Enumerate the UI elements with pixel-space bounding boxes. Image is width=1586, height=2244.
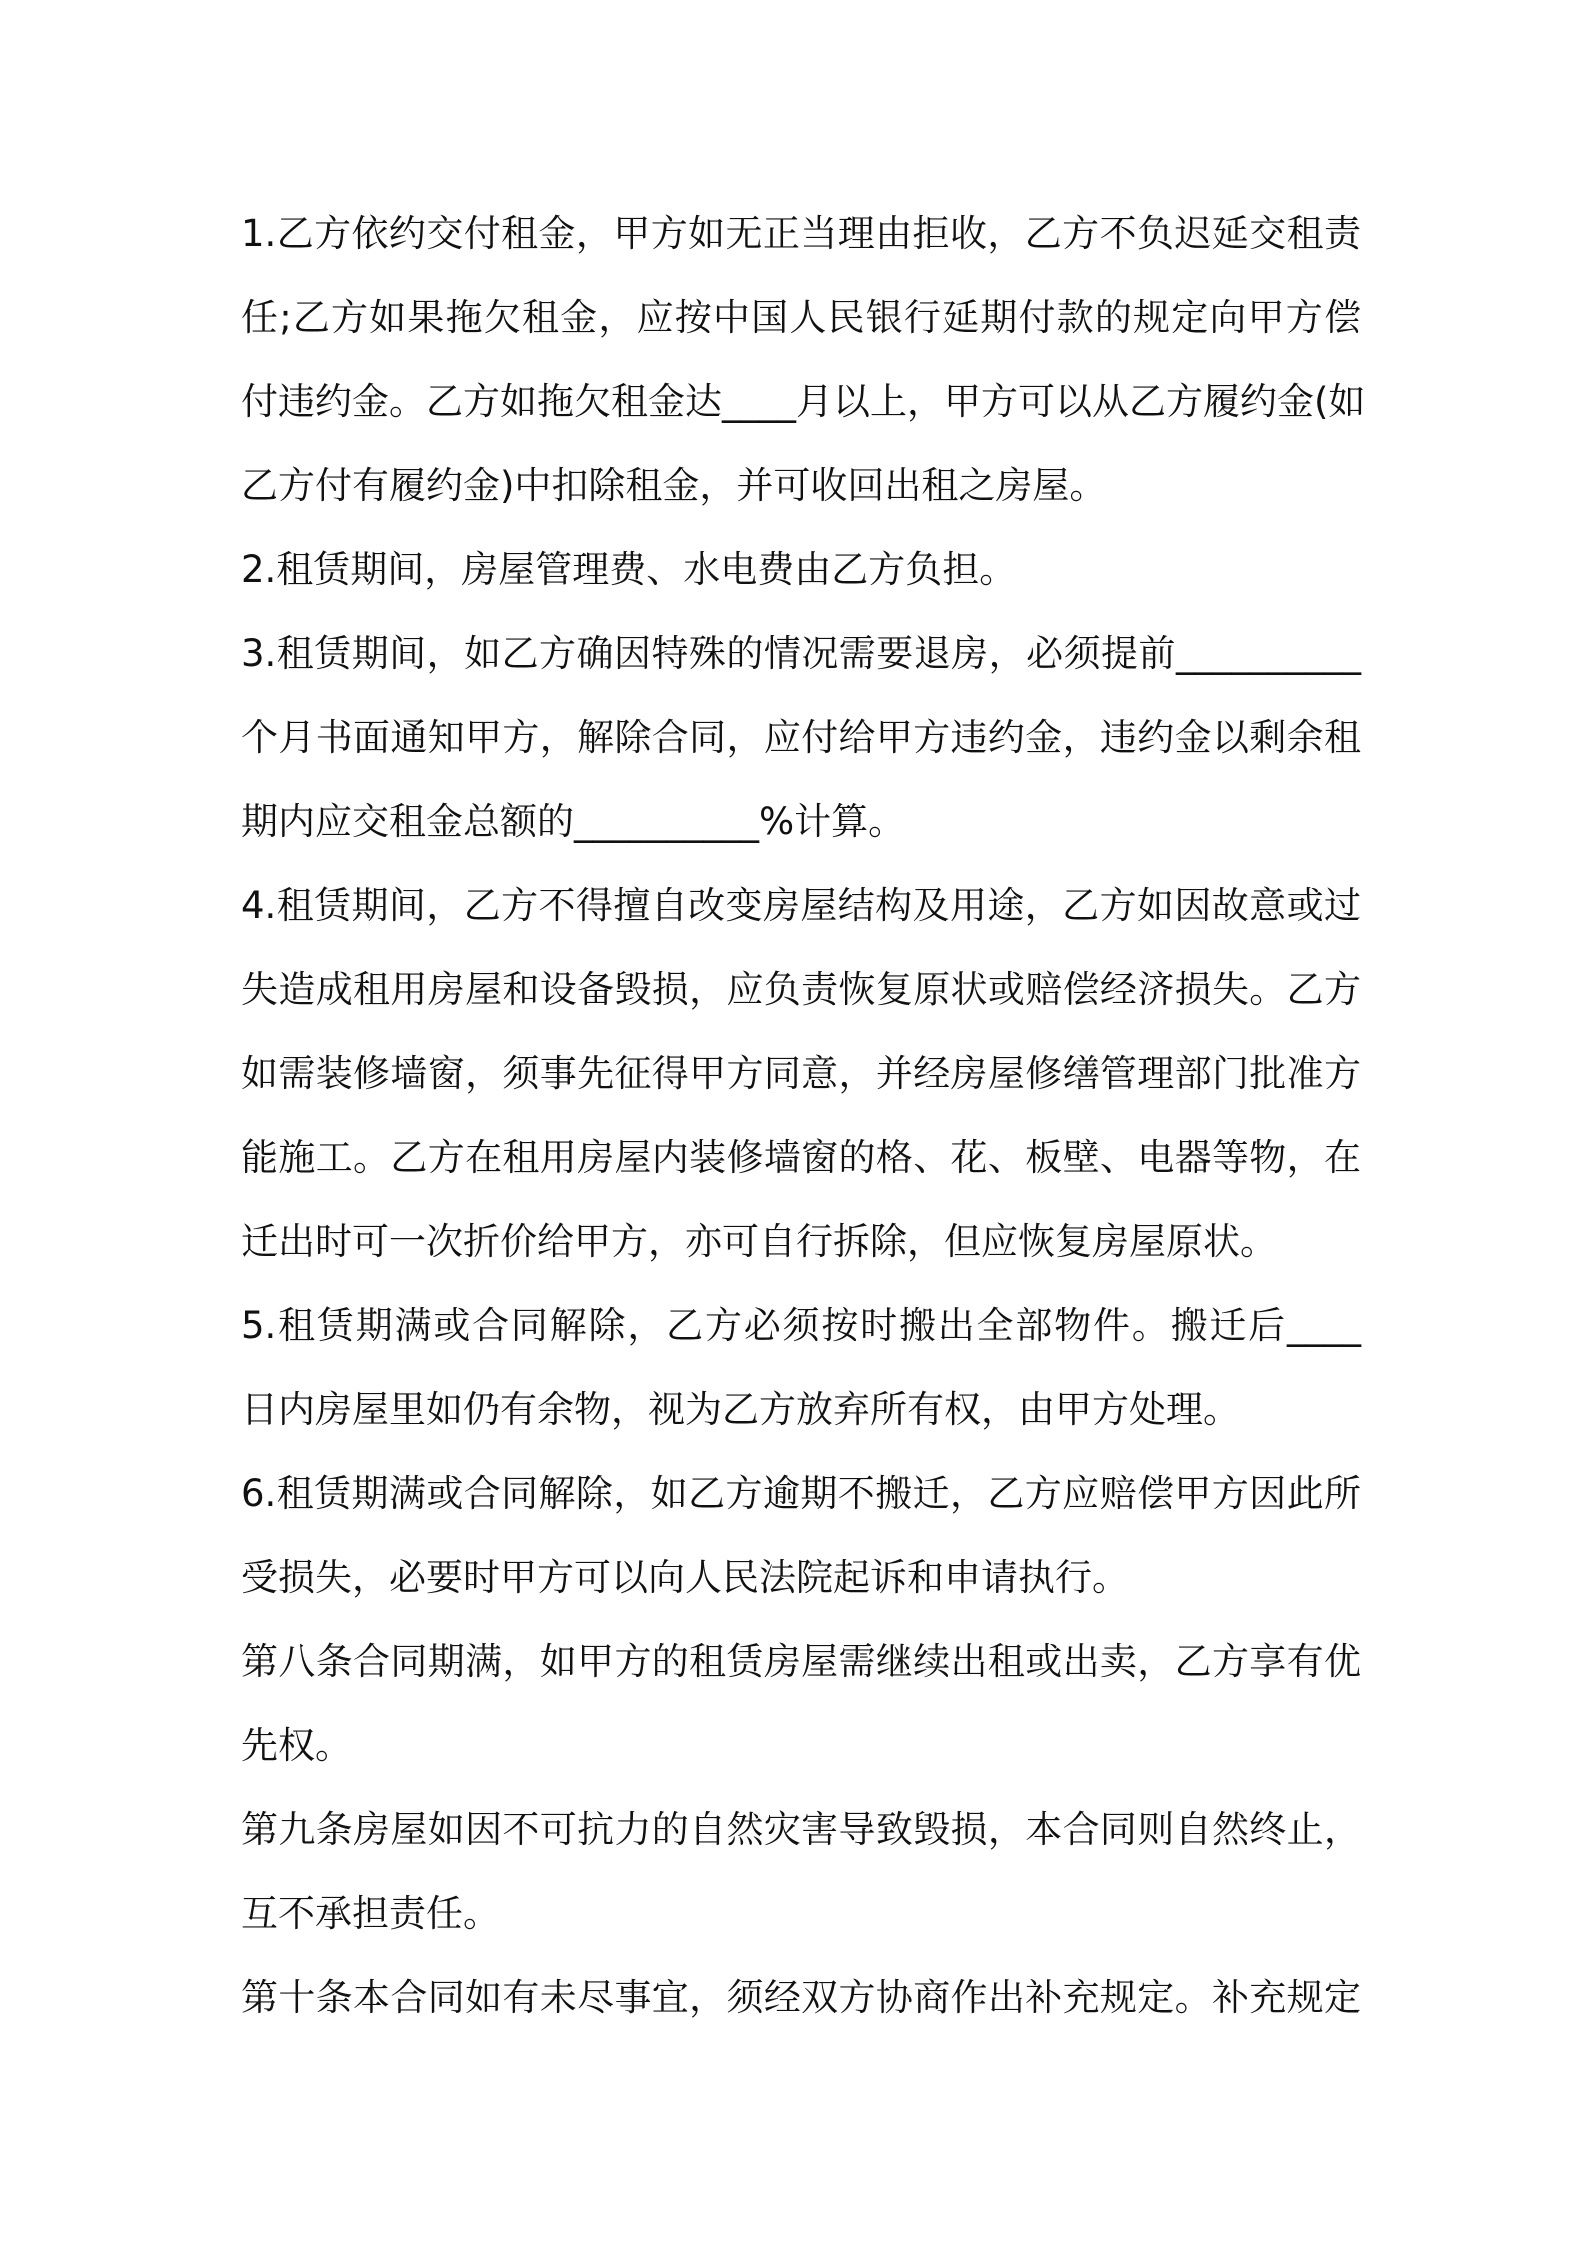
- paragraph-article-9: [241, 1788, 1361, 1956]
- text-line: 第八条合同期满，如甲方的租赁房屋需继续出租或出卖，乙方享有优: [241, 1640, 1361, 1683]
- paragraph-move-out: [241, 1284, 1361, 1452]
- text-line: 4.租赁期间，乙方不得擅自改变房屋结构及用途，乙方如因故意或过: [241, 884, 1361, 927]
- text-line: 先权。: [241, 1724, 352, 1767]
- paragraph-alterations: [241, 864, 1361, 1284]
- text-line: 互不承担责任。: [241, 1892, 500, 1935]
- text-line: 3.租赁期间，如乙方确因特殊的情况需要退房，必须提前__________: [241, 632, 1361, 675]
- text-line: 受损失，必要时甲方可以向人民法院起诉和申请执行。: [241, 1556, 1129, 1599]
- paragraph-fees: [241, 528, 1361, 612]
- paragraph-rent-payment: [241, 192, 1366, 528]
- text-line: 个月书面通知甲方，解除合同，应付给甲方违约金，违约金以剩余租: [241, 716, 1361, 759]
- text-line: 如需装修墙窗，须事先征得甲方同意，并经房屋修缮管理部门批准方: [241, 1052, 1361, 1095]
- paragraph-article-8: [241, 1620, 1361, 1788]
- text-line: 1.乙方依约交付租金，甲方如无正当理由拒收，乙方不负迟延交租责: [241, 212, 1361, 255]
- text-line: 期内应交租金总额的__________%计算。: [241, 800, 906, 843]
- text-line: 5.租赁期满或合同解除，乙方必须按时搬出全部物件。搬迁后____: [241, 1304, 1361, 1347]
- text-line: 日内房屋里如仍有余物，视为乙方放弃所有权，由甲方处理。: [241, 1388, 1240, 1431]
- text-line: 第十条本合同如有未尽事宜，须经双方协商作出补充规定。补充规定: [241, 1976, 1361, 2019]
- text-line: 任;乙方如果拖欠租金，应按中国人民银行延期付款的规定向甲方偿: [241, 296, 1361, 339]
- paragraph-article-10: [241, 1956, 1361, 2040]
- text-line: 能施工。乙方在租用房屋内装修墙窗的格、花、板壁、电器等物，在: [241, 1136, 1361, 1179]
- text-line: 付违约金。乙方如拖欠租金达____月以上，甲方可以从乙方履约金(如: [241, 380, 1366, 423]
- paragraph-overdue-move: [241, 1452, 1361, 1620]
- text-line: 失造成租用房屋和设备毁损，应负责恢复原状或赔偿经济损失。乙方: [241, 968, 1361, 1011]
- text-line: 2.租赁期间，房屋管理费、水电费由乙方负担。: [241, 548, 1017, 591]
- text-line: 第九条房屋如因不可抗力的自然灾害导致毁损，本合同则自然终止，: [241, 1808, 1361, 1851]
- paragraph-early-termination: [241, 612, 1361, 864]
- text-line: 乙方付有履约金)中扣除租金，并可收回出租之房屋。: [241, 464, 1107, 507]
- text-line: 迁出时可一次折价给甲方，亦可自行拆除，但应恢复房屋原状。: [241, 1220, 1277, 1263]
- text-line: 6.租赁期满或合同解除，如乙方逾期不搬迁，乙方应赔偿甲方因此所: [241, 1472, 1361, 1515]
- document-body: [241, 192, 1366, 2040]
